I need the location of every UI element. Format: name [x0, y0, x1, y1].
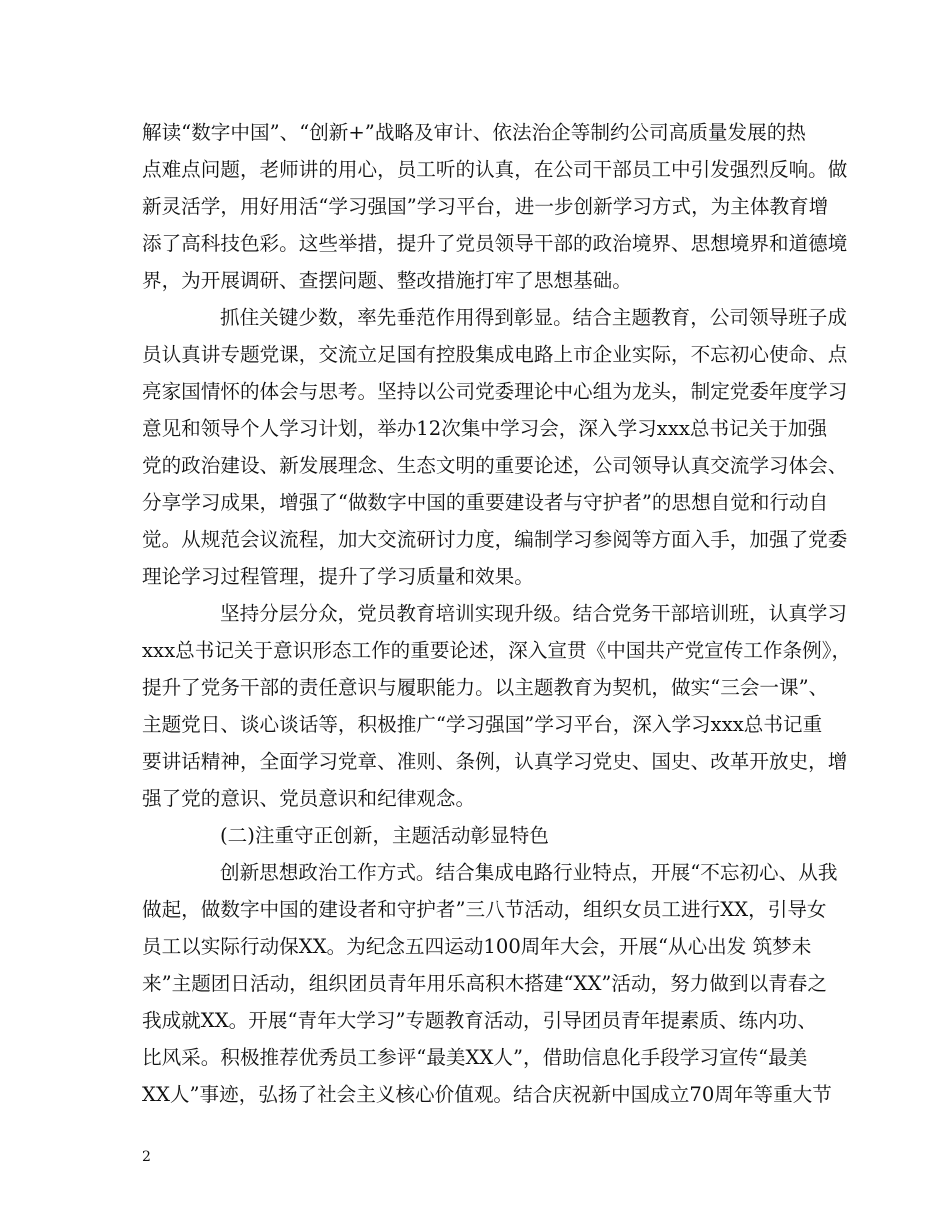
text-line: 来”主题团日活动，组织团员青年用乐高积木搭建“XX”活动，努力做到以青春之 — [142, 972, 827, 995]
text-line: 添了高科技色彩。这些举措，提升了党员领导干部的政治境界、思想境界和道德境 — [142, 232, 848, 255]
text-line: 要讲话精神，全面学习党章、准则、条例，认真学习党史、国史、改革开放史，增 — [142, 750, 848, 773]
paragraph-first-line: 创新思想政治工作方式。结合集成电路行业特点，开展“不忘初心、从我 — [220, 861, 838, 884]
text-line: 比风采。积极推荐优秀员工参评“最美XX人”，借助信息化手段学习宣传“最美 — [142, 1046, 808, 1069]
text-line: 提升了党务干部的责任意识与履职能力。以主题教育为契机，做实“三会一课”、 — [142, 676, 829, 699]
text-line: 做起，做数字中国的建设者和守护者”三八节活动，组织女员工进行XX，引导女 — [142, 898, 827, 921]
text-line: 理论学习过程管理，提升了学习质量和效果。 — [142, 565, 534, 588]
text-line: 我成就XX。开展“青年大学习”专题教育活动，引导团员青年提素质、练内功、 — [142, 1009, 817, 1032]
paragraph-first-line: 坚持分层分众，党员教育培训实现升级。结合党务干部培训班，认真学习 — [220, 602, 847, 625]
text-line: 点难点问题，老师讲的用心，员工听的认真，在公司干部员工中引发强烈反响。做 — [142, 158, 848, 181]
text-line: 觉。从规范会议流程，加大交流研讨力度，编制学习参阅等方面入手，加强了党委 — [142, 528, 848, 551]
text-line: 亮家国情怀的体会与思考。坚持以公司党委理论中心组为龙头，制定党委年度学习 — [142, 380, 848, 403]
section-heading: (二)注重守正创新，主题活动彰显特色 — [220, 824, 549, 847]
text-line: 意见和领导个人学习计划，举办12次集中学习会，深入学习xxx总书记关于加强 — [142, 417, 828, 440]
text-line: 新灵活学，用好用活“学习强国”学习平台，进一步创新学习方式，为主体教育增 — [142, 195, 829, 218]
page-number: 2 — [142, 1149, 151, 1165]
text-line: 分享学习成果，增强了“做数字中国的重要建设者与守护者”的思想自觉和行动自 — [142, 491, 829, 514]
text-line: 界，为开展调研、查摆问题、整改措施打牢了思想基础。 — [142, 269, 632, 292]
text-line: 党的政治建设、新发展理念、生态文明的重要论述，公司领导认真交流学习体会、 — [142, 454, 848, 477]
text-line: 主题党日、谈心谈话等，积极推广“学习强国”学习平台，深入学习xxx总书记重 — [142, 713, 823, 736]
text-line: 员工以实际行动保XX。为纪念五四运动100周年大会，开展“从心出发 筑梦未 — [142, 935, 812, 958]
text-line: xxx总书记关于意识形态工作的重要论述，深入宣贯《中国共产党宣传工作条例》， — [142, 639, 852, 662]
text-line: 解读“数字中国”、“创新+”战略及审计、依法治企等制约公司高质量发展的热 — [142, 121, 806, 144]
text-line: 员认真讲专题党课，交流立足国有控股集成电路上市企业实际，不忘初心使命、点 — [142, 343, 848, 366]
paragraph-first-line: 抓住关键少数，率先垂范作用得到彰显。结合主题教育，公司领导班子成 — [220, 306, 847, 329]
text-line: 强了党的意识、党员意识和纪律观念。 — [142, 787, 476, 810]
text-line: XX人”事迹，弘扬了社会主义核心价值观。结合庆祝新中国成立70周年等重大节 — [142, 1083, 832, 1106]
body-text — [142, 114, 852, 1113]
